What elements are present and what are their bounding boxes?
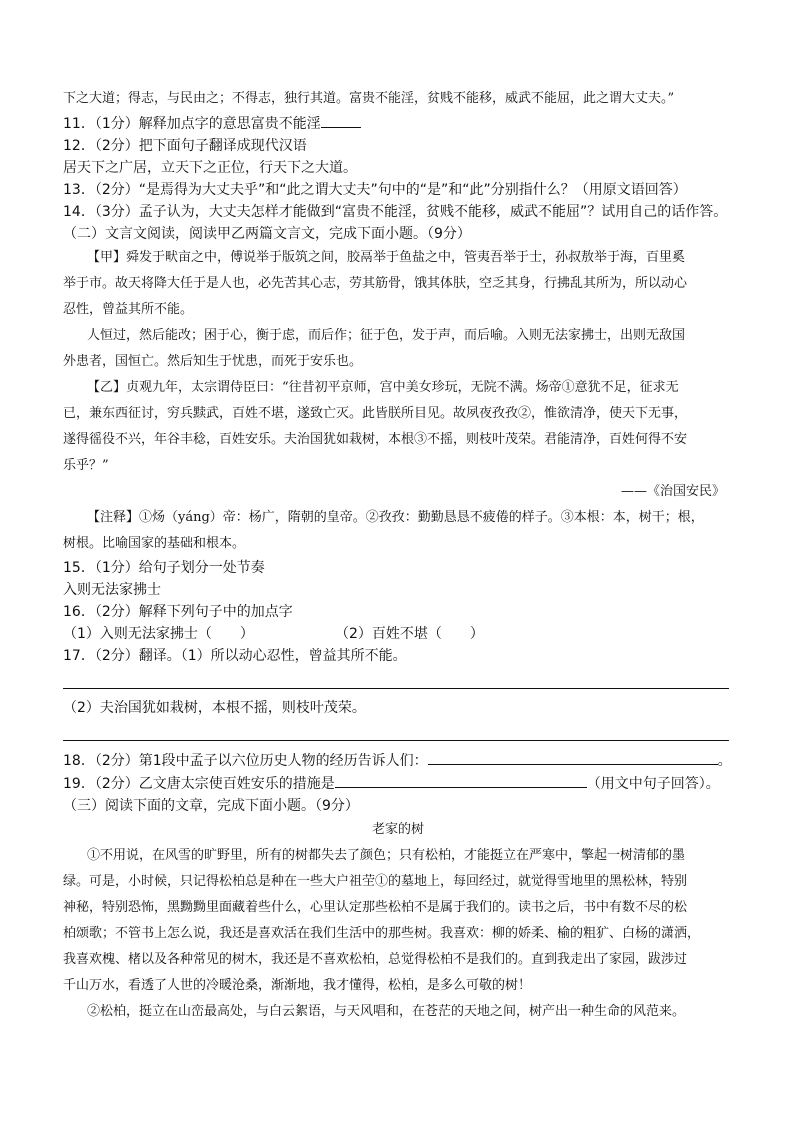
article-paragraph-line: 神秘，特别恐怖，黑黝黝里面藏着些什么，心里认定那些松柏不是属于我们的。读书之后，书中有数不尽的松 — [63, 900, 688, 915]
question-19: 19．（2分）乙文唐太宗使百姓安乐的措施是 （用文中句子回答）。 — [63, 772, 733, 795]
section-3-title: （三）阅读下面的文章，完成下面小题。（9分） — [63, 798, 359, 814]
exam-page — [63, 88, 733, 1025]
section-2-title: （二）文言文阅读，阅读甲乙两篇文言文，完成下面小题。（9分） — [63, 226, 471, 242]
passage-jia-line: 外患者，国恒亡。然后知生于忧患，而死于安乐也。 — [63, 354, 363, 369]
answer-blank-11[interactable] — [321, 112, 361, 128]
question-14: 14．（3分）孟子认为，大丈夫怎样才能做到“富贵不能淫，贫贱不能移，威武不能屈”？试用自己的话作答。 — [63, 204, 728, 220]
passage-jia-line: 【甲】舜发于畎亩之中，傅说举于版筑之间，胶鬲举于鱼盐之中，管夷吾举于士，孙叔敖举于海，百里奚 — [87, 250, 686, 265]
passage-top-line: 下之大道；得志，与民由之；不得志，独行其道。富贵不能淫，贫贱不能移，威武不能屈，此之谓大丈夫。” — [63, 91, 675, 106]
passage-jia-line: 举于市。故天将降大任于是人也，必先苦其心志，劳其筋骨，饿其体肤，空乏其身，行拂乱其所为，所以动心 — [63, 276, 688, 291]
passage-jia-line: 忍性，曾益其所不能。 — [63, 302, 194, 317]
question-17: 17．（2分）翻译。（1）所以动心忍性，曾益其所不能。 — [63, 648, 407, 664]
passage-yi-line: 【乙】贞观九年，太宗谓侍臣曰：“往昔初平京师，宫中美女珍玩，无院不满。炀帝①意犹不足，征求无 — [87, 380, 679, 395]
article-paragraph-line: 绿。可是，小时候，只记得松柏总是种在一些大户祖茔①的墓地上，每回经过，就觉得雪地里的黑松林，特别 — [63, 874, 688, 889]
answer-blank-19[interactable] — [335, 772, 587, 788]
article-paragraph-line: 柏颂歌；不管书上怎么说，我还是喜欢活在我们生活中的那些树。我喜欢：柳的娇柔、榆的粗犷、白杨的潇洒， — [63, 926, 701, 941]
question-15-text: 入则无法家拂士 — [63, 582, 161, 598]
article-paragraph-line: ②松柏，挺立在山峦最高处，与白云絮语，与天风唱和，在苍茫的天地之间，树产出一种生命的风范来。 — [87, 1004, 686, 1019]
answer-line-17-2[interactable] — [63, 739, 729, 741]
passage-yi-line: 已，兼东西征讨，穷兵黩武，百姓不堪，遂致亡灭。此皆朕所目见。故夙夜孜孜②，惟欲清净，使天下无事， — [63, 406, 688, 421]
annotation-line: 【注释】①炀（yáng）帝：杨广，隋朝的皇帝。②孜孜：勤勤恳恳不疲倦的样子。③本根：本，树干；根， — [87, 510, 704, 525]
question-16-item-1[interactable]: （1）入则无法家拂士（ ） — [63, 626, 254, 642]
answer-line-17-1[interactable] — [63, 687, 729, 689]
question-16: 16．（2分）解释下列句子中的加点字 — [63, 604, 293, 620]
passage-source: ——《治国安民》 — [620, 484, 725, 499]
question-13: 13．（2分）“是焉得为大丈夫乎”和“此之谓大丈夫”句中的“是”和“此”分别指什么？（用原文语回答） — [63, 182, 687, 198]
question-16-items — [63, 623, 733, 645]
question-18: 18．（2分）第1段中孟子以六位历史人物的经历告诉人们： 。 — [63, 749, 733, 772]
article-paragraph-line: ①不用说，在风雪的旷野里，所有的树都失去了颜色；只有松柏，才能挺立在严寒中，擎起一树清郁的墨 — [87, 848, 686, 863]
question-11: 11．（1分）解释加点字的意思富贵不能淫 — [63, 112, 733, 135]
article-title: 老家的树 — [371, 822, 424, 837]
annotation-line: 树根。比喻国家的基础和根本。 — [63, 536, 246, 551]
question-15: 15．（1分）给句子划分一处节奏 — [63, 560, 265, 576]
article-paragraph-line: 我喜欢槐、楮以及各种常见的树木，我还是不喜欢松柏，总觉得松柏不是我们的。直到我走出了家园，跋涉过 — [63, 952, 688, 967]
passage-yi-line: 遂得徭役不兴，年谷丰稔，百姓安乐。夫治国犹如栽树，本根③不摇，则枝叶茂荣。君能清净，百姓何得不安 — [63, 432, 688, 447]
passage-jia-line: 人恒过，然后能改；困于心，衡于虑，而后作；征于色，发于声，而后喻。入则无法家拂士，出则无敌国 — [87, 328, 686, 343]
question-17-part-2: （2）夫治国犹如栽树，本根不摇，则枝叶茂荣。 — [63, 700, 366, 716]
passage-yi-line: 乐乎？” — [63, 458, 109, 473]
question-12: 12．（2分）把下面句子翻译成现代汉语 — [63, 138, 307, 154]
question-12-text: 居天下之广居，立天下之正位，行天下之大道。 — [63, 160, 357, 176]
question-16-item-2[interactable]: （2）百姓不堪（ ） — [335, 626, 484, 642]
answer-blank-18[interactable] — [428, 749, 718, 765]
article-paragraph-line: 千山万水，看透了人世的冷暖沧桑，渐渐地，我才懂得，松柏，是多么可敬的树！ — [63, 978, 532, 993]
